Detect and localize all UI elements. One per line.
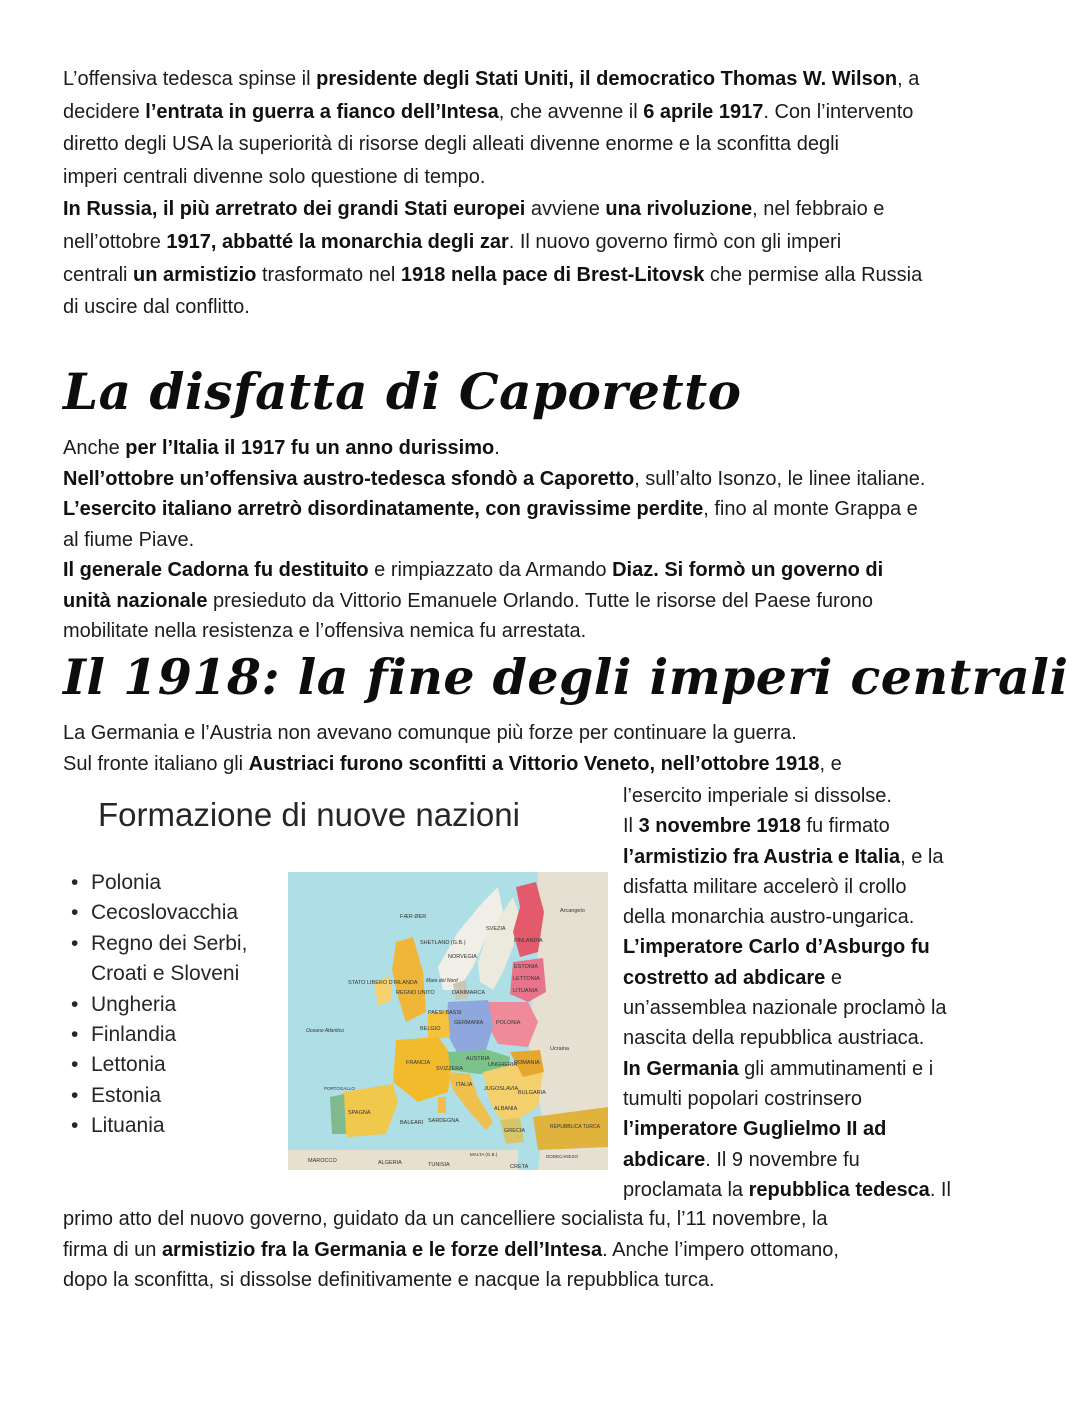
map-label: SHETLAND (G.B.) (420, 940, 466, 946)
text: , nel febbraio e (752, 198, 885, 221)
text-line: tumulti popolari costrinsero (623, 1087, 862, 1110)
region-portugal (330, 1094, 346, 1134)
map-label: SPAGNA (348, 1110, 371, 1116)
map-label: REGNO UNITO (396, 990, 435, 996)
map-label: GERMANIA (454, 1020, 484, 1026)
paragraph-1918-intro (63, 718, 842, 779)
bold-text: per l’Italia il 1917 fu un anno durissimo (125, 437, 495, 459)
bold-text: una rivoluzione (605, 198, 753, 221)
heading-1918: Il 1918: la fine degli imperi centrali (63, 648, 1069, 706)
text-line: un’assemblea nazionale proclamò la (623, 997, 947, 1020)
map-label: TUNISIA (428, 1162, 450, 1168)
list-item (68, 929, 247, 990)
map-label: Ucraina (550, 1046, 569, 1052)
europe-1919-map (288, 872, 608, 1170)
map-label: ROMANIA (514, 1060, 540, 1066)
map-label: FINLANDIA (514, 938, 543, 944)
paragraph-armistice-right (623, 781, 951, 1205)
text: , sull’alto Isonzo, le linee italiane. (634, 467, 926, 490)
text: e rimpiazzato da Armando (368, 559, 613, 581)
bold-text: presidente degli Stati Uniti, il democratico Thomas W. Wilson (316, 68, 898, 90)
bold-text: un armistizio (133, 263, 257, 286)
bold-text: l’armistizio fra Austria e Italia (623, 845, 901, 868)
text: nell’ottobre (63, 230, 167, 253)
list-item-text: Croati e Sloveni (91, 962, 240, 986)
text-line: primo atto del nuovo governo, guidato da un cancelliere socialista fu, l’11 novembre, la (63, 1208, 828, 1230)
slide-title: Formazione di nuove nazioni (98, 796, 520, 833)
bold-text: 6 aprile 1917 (643, 100, 764, 123)
map-label: MALTA (G.B.) (470, 1152, 498, 1157)
text: L’offensiva tedesca spinse il (63, 68, 317, 90)
map-label: SARDEGNA (428, 1118, 459, 1124)
text-line: diretto degli USA la superiorità di risorse degli alleati divenne enorme e la sconfitta degli (63, 133, 839, 156)
text: Il (623, 815, 639, 838)
bold-text: repubblica tedesca (748, 1178, 930, 1201)
map-label: POLONIA (496, 1020, 521, 1026)
map-label: Mare del Nord (426, 978, 458, 984)
map-label: LETTONIA (513, 976, 540, 982)
text-line: imperi centrali divenne solo questione di tempo. (63, 165, 486, 188)
text-line: disfatta militare accelerò il crollo (623, 875, 907, 898)
map-label: LITUANIA (513, 988, 538, 994)
map-label: DANIMARCA (452, 990, 486, 996)
map-label: Arcangelo (560, 908, 585, 914)
paragraph-usa-russia (63, 63, 922, 324)
map-label: MAROCCO (308, 1158, 337, 1164)
list-item: • Lettonia (68, 1050, 247, 1080)
map-label: REPUBBLICA TURCA (550, 1124, 600, 1130)
text: fu firmato (800, 815, 890, 838)
map-label: UNGHERIA (488, 1062, 518, 1068)
text: , e la (900, 845, 944, 868)
heading-caporetto: La disfatta di Caporetto (63, 362, 742, 421)
map-label: GRECIA (504, 1128, 526, 1134)
bold-text: Il generale Cadorna fu destituito (63, 559, 369, 581)
map-label: BALEARI (400, 1120, 424, 1126)
map-label: STATO LIBERO D'IRLANDA (348, 980, 418, 986)
bold-text: In Russia, il più arretrato dei grandi Stati europei (63, 198, 526, 221)
new-nations-slide (60, 790, 615, 1180)
text: decidere (63, 100, 146, 123)
text: che permise alla Russia (704, 263, 923, 286)
list-item: • Ungheria (68, 990, 247, 1020)
paragraph-caporetto (63, 433, 925, 647)
text: . Con l’intervento (763, 100, 914, 123)
map-label: CRETA (510, 1164, 529, 1170)
map-label: ITALIA (456, 1082, 473, 1088)
map-label: PORTOGALLO (324, 1086, 355, 1091)
map-label: JUGOSLAVIA (484, 1086, 519, 1092)
list-item: • Finlandia (68, 1020, 247, 1050)
text: trasformato nel (256, 263, 401, 286)
list-item: • Estonia (68, 1081, 247, 1111)
map-label: ALGERIA (378, 1160, 402, 1166)
map-label: PAESI BASSI (428, 1010, 462, 1016)
bold-text: armistizio fra la Germania e le forze dell’Intesa (161, 1238, 603, 1261)
bold-text: 1917, abbatté la monarchia degli zar (166, 230, 509, 253)
text: , a (897, 68, 920, 90)
text: presieduto da Vittorio Emanuele Orlando. Tutte le risorse del Paese furono (207, 589, 874, 612)
list-item-text: Regno dei Serbi, (91, 931, 248, 955)
bold-text-line: L’imperatore Carlo d’Asburgo fu (623, 936, 930, 959)
map-label: FÆR ØER (400, 914, 427, 920)
map-label: FRANCIA (406, 1060, 431, 1066)
nations-list (68, 868, 247, 1142)
bold-text: costretto ad abdicare (623, 966, 826, 989)
map-label: SVEZIA (486, 926, 506, 932)
map-label: AUSTRIA (466, 1056, 490, 1062)
text: . Anche l’impero ottomano, (602, 1238, 839, 1261)
map-label: BULGARIA (518, 1090, 546, 1096)
bold-text: Nell’ottobre un’offensiva austro-tedesca sfondò a Caporetto (63, 467, 635, 490)
text: e (825, 966, 842, 989)
map-label: ESTONIA (514, 964, 539, 970)
list-item: • Lituania (68, 1111, 247, 1141)
map-label: BELGIO (420, 1026, 441, 1032)
text: . Il (929, 1178, 951, 1201)
text: , fino al monte Grappa e (703, 498, 918, 520)
text: centrali (63, 263, 134, 286)
bold-text: Diaz. Si formò un governo di (612, 559, 884, 581)
map-label: SVIZZERA (436, 1066, 463, 1072)
map-label: DODECANESO (546, 1154, 579, 1159)
text: gli ammutinamenti e i (738, 1057, 934, 1080)
bold-text: abdicare (623, 1148, 706, 1171)
list-item: • Polonia (68, 868, 247, 898)
text: avviene (525, 198, 606, 221)
bold-text: L’esercito italiano arretrò disordinatamente, con gravissime perdite (63, 498, 704, 520)
text-line: dopo la sconfitta, si dissolse definitivamente e nacque la repubblica turca. (63, 1269, 715, 1291)
text-line: della monarchia austro-ungarica. (623, 906, 915, 929)
text-line: mobilitate nella resistenza e l’offensiva nemica fu arrestata. (63, 620, 587, 642)
bold-text: unità nazionale (63, 589, 208, 612)
bold-text: Austriaci furono sconfitti a Vittorio Veneto, nell’ottobre 1918 (248, 752, 820, 775)
bold-text-line: l’imperatore Guglielmo II ad (623, 1118, 887, 1141)
text-line: di uscire dal conflitto. (63, 296, 250, 319)
list-item: • Cecoslovacchia (68, 898, 247, 928)
text: , e (819, 752, 842, 775)
text: Anche (63, 437, 126, 459)
text-line: al fiume Piave. (63, 528, 195, 551)
bold-text: In Germania (623, 1057, 739, 1080)
bold-text: 3 novembre 1918 (638, 815, 801, 838)
map-label: ALBANIA (494, 1106, 518, 1112)
map-label: NORVEGIA (448, 954, 477, 960)
text: Sul fronte italiano gli (63, 752, 249, 775)
bold-text: l’entrata in guerra a fianco dell’Intesa (145, 100, 499, 123)
text: . Il nuovo governo firmò con gli imperi (508, 230, 842, 253)
text: . (494, 437, 500, 459)
map-label: Oceano Atlantico (306, 1028, 344, 1034)
region-sardinia (438, 1097, 446, 1113)
text-line: nascita della repubblica austriaca. (623, 1027, 925, 1050)
text: proclamata la (623, 1178, 749, 1201)
text-line: l’esercito imperiale si dissolse. (623, 785, 892, 807)
text: firma di un (63, 1238, 162, 1261)
text: , che avvenne il (498, 100, 644, 123)
text: . Il 9 novembre fu (705, 1148, 860, 1171)
bold-text: 1918 nella pace di Brest-Litovsk (400, 263, 705, 286)
text-line: La Germania e l’Austria non avevano comunque più forze per continuare la guerra. (63, 722, 797, 744)
paragraph-german-armistice (63, 1204, 839, 1296)
